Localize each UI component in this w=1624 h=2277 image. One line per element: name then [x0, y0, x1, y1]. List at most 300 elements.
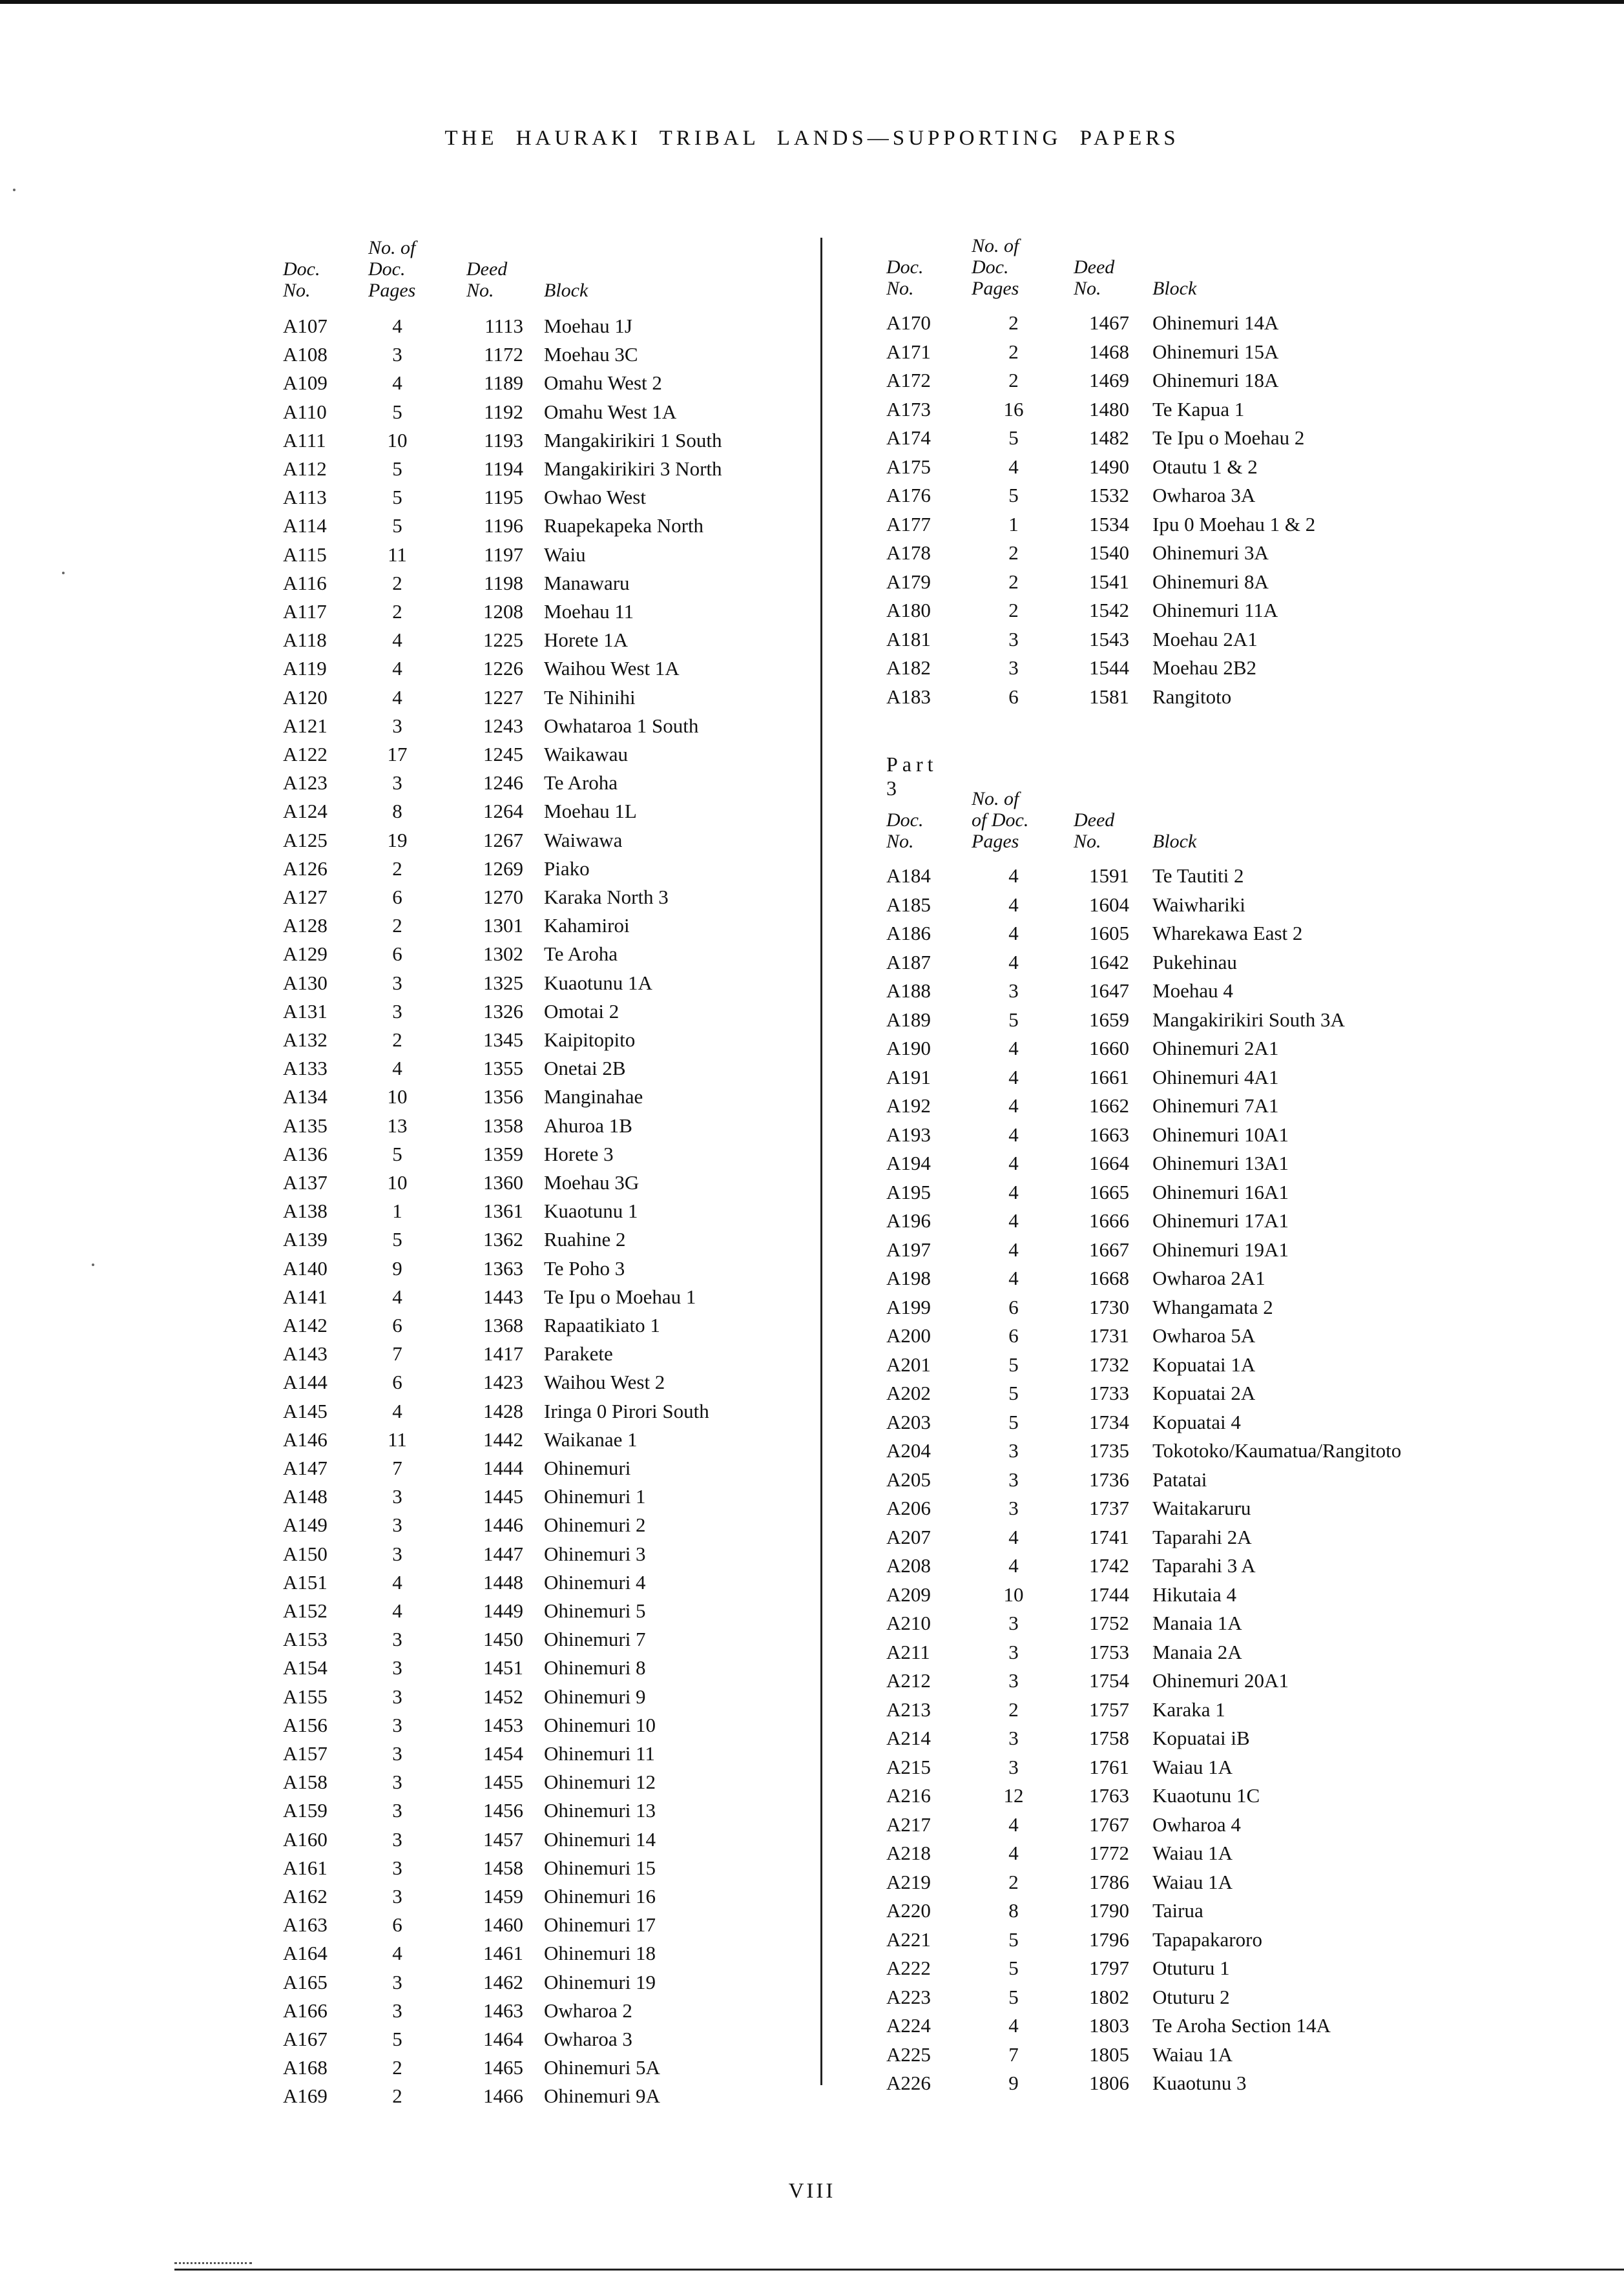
deed-number: 1359	[483, 1142, 523, 1165]
block-name: Ohinemuri 13	[544, 1799, 656, 1822]
deed-number: 1490	[1089, 455, 1129, 478]
page-count: 5	[1008, 1928, 1019, 1951]
block-name: Ohinemuri 11	[544, 1742, 655, 1765]
deed-number: 1423	[483, 1371, 523, 1394]
table-row	[283, 1683, 864, 1711]
block-name: Karaka North 3	[544, 886, 669, 908]
page-count: 3	[392, 1656, 402, 1679]
page-count: 4	[392, 1570, 402, 1594]
page-count: 3	[392, 1742, 402, 1765]
page-count: 4	[392, 1942, 402, 1965]
block-name: Waikanae 1	[544, 1428, 638, 1451]
page-count: 5	[1008, 1410, 1019, 1433]
deed-number: 1467	[1089, 311, 1129, 334]
page-count: 3	[392, 1970, 402, 1993]
table-row	[283, 1254, 864, 1283]
deed-number: 1462	[483, 1970, 523, 1993]
block-name: Patatai	[1152, 1468, 1207, 1491]
doc-number: A183	[886, 685, 931, 708]
block-name: Moehau 1L	[544, 800, 637, 823]
deed-number: 1198	[484, 571, 523, 594]
page-count: 3	[392, 1885, 402, 1908]
block-name: Pukehinau	[1152, 950, 1237, 973]
block-name: Ohinemuri 2A1	[1152, 1037, 1279, 1059]
doc-number: A153	[283, 1628, 328, 1651]
table-row	[886, 1926, 1468, 1954]
block-name: Owharoa 2A1	[1152, 1267, 1265, 1289]
table-row	[886, 1379, 1468, 1408]
doc-number: A152	[283, 1599, 328, 1622]
table-row	[886, 1724, 1468, 1752]
block-name: Mangakirikiri 1 South	[544, 428, 722, 452]
deed-number: 1465	[483, 2056, 523, 2079]
block-name: Moehau 3G	[544, 1171, 640, 1194]
doc-number: A179	[886, 570, 931, 593]
table-row	[886, 977, 1468, 1005]
table-row	[886, 891, 1468, 919]
deed-number: 1326	[483, 999, 523, 1023]
block-name: Ohinemuri 12	[544, 1771, 656, 1794]
doc-number: A198	[886, 1267, 931, 1289]
column-header-doc-no: Doc. No.	[886, 256, 924, 299]
deed-number: 1360	[483, 1171, 523, 1194]
doc-number: A132	[283, 1028, 328, 1051]
block-name: Waihou West 2	[544, 1371, 665, 1394]
doc-number: A181	[886, 627, 931, 650]
page-count: 3	[1008, 1468, 1019, 1491]
table-row	[886, 1264, 1468, 1293]
deed-number: 1663	[1089, 1123, 1129, 1146]
block-name: Waiau 1A	[1152, 2043, 1233, 2066]
deed-number: 1796	[1089, 1928, 1129, 1951]
block-name: Ohinemuri 13A1	[1152, 1152, 1289, 1174]
page-count: 6	[392, 1913, 402, 1937]
table-row	[283, 1368, 864, 1397]
doc-number: A142	[283, 1314, 328, 1336]
doc-number: A164	[283, 1942, 328, 1965]
deed-number: 1445	[483, 1485, 523, 1508]
table-row	[283, 1625, 864, 1654]
deed-number: 1455	[483, 1771, 523, 1794]
doc-number: A139	[283, 1228, 328, 1251]
deed-number: 1668	[1089, 1267, 1129, 1289]
block-name: Waiau 1A	[1152, 1870, 1233, 1893]
page-count: 3	[392, 1771, 402, 1794]
block-name: Ohinemuri 5	[544, 1599, 646, 1622]
deed-number: 1195	[484, 486, 523, 509]
table-row	[283, 883, 864, 911]
table-row	[886, 1552, 1468, 1580]
page-count: 7	[392, 1342, 402, 1366]
doc-number: A148	[283, 1485, 328, 1508]
page-count: 5	[392, 457, 402, 480]
doc-number: A154	[283, 1656, 328, 1679]
table-row	[886, 625, 1468, 654]
deed-number: 1767	[1089, 1813, 1129, 1836]
page-count: 12	[1003, 1784, 1024, 1807]
doc-number: A109	[283, 371, 328, 395]
deed-number: 1355	[483, 1057, 523, 1080]
doc-number: A150	[283, 1542, 328, 1565]
doc-number: A147	[283, 1457, 328, 1479]
doc-number: A107	[283, 315, 328, 337]
doc-number: A180	[886, 599, 931, 621]
doc-number: A177	[886, 512, 931, 535]
table-row	[283, 2053, 864, 2082]
doc-number: A108	[283, 343, 328, 366]
block-name: Te Ipu o Moehau 2	[1152, 426, 1305, 449]
deed-number: 1469	[1089, 369, 1129, 391]
doc-number: A190	[886, 1037, 931, 1059]
block-name: Moehau 3C	[544, 343, 638, 366]
table-row	[283, 654, 864, 683]
deed-number: 1113	[484, 315, 523, 337]
doc-number: A202	[886, 1382, 931, 1404]
block-name: Mangakirikiri 3 North	[544, 457, 722, 480]
deed-number: 1362	[483, 1228, 523, 1251]
page-count: 4	[392, 629, 402, 652]
table-row	[886, 1351, 1468, 1379]
block-name: Ruahine 2	[544, 1228, 626, 1251]
doc-number: A174	[886, 426, 931, 449]
doc-number: A162	[283, 1885, 328, 1908]
page-count: 4	[392, 657, 402, 680]
deed-number: 1604	[1089, 893, 1129, 916]
table-row	[283, 1026, 864, 1054]
deed-number: 1772	[1089, 1842, 1129, 1864]
doc-number: A126	[283, 857, 328, 880]
table-row	[886, 1121, 1468, 1149]
table-row	[283, 569, 864, 598]
table-row	[283, 1225, 864, 1254]
doc-number: A215	[886, 1755, 931, 1778]
block-name: Whangamata 2	[1152, 1295, 1273, 1318]
doc-number: A173	[886, 397, 931, 421]
page-count: 3	[392, 343, 402, 366]
table-row	[283, 1169, 864, 1197]
block-name: Ohinemuri 4	[544, 1570, 646, 1594]
deed-number: 1345	[483, 1028, 523, 1051]
page-count: 3	[392, 1827, 402, 1851]
table-row	[283, 1882, 864, 1911]
doc-number: A197	[886, 1238, 931, 1261]
table-row	[283, 1140, 864, 1169]
doc-number: A178	[886, 541, 931, 564]
page-count: 4	[392, 1285, 402, 1308]
page-count: 5	[1008, 1985, 1019, 2008]
doc-number: A123	[283, 771, 328, 795]
page-count: 3	[392, 1856, 402, 1879]
block-name: Ohinemuri 7A1	[1152, 1094, 1279, 1117]
page-count: 6	[392, 1314, 402, 1336]
block-name: Ohinemuri 14	[544, 1827, 656, 1851]
table-row	[886, 1983, 1468, 2012]
block-name: Ahuroa 1B	[544, 1114, 632, 1137]
deed-number: 1534	[1089, 512, 1129, 535]
doc-number: A119	[283, 657, 327, 680]
page-count: 3	[392, 1685, 402, 1708]
deed-number: 1245	[483, 743, 523, 765]
doc-number: A112	[283, 457, 327, 480]
deed-number: 1442	[483, 1428, 523, 1451]
doc-number: A113	[283, 486, 327, 509]
column-header-block: Block	[1152, 278, 1197, 299]
block-name: Owharoa 4	[1152, 1813, 1241, 1836]
page-count: 2	[1008, 599, 1019, 621]
doc-number: A171	[886, 340, 931, 363]
column-header-deed-no: Deed No.	[466, 258, 508, 301]
block-name: Waiu	[544, 543, 586, 566]
block-name: Ohinemuri 11A	[1152, 599, 1278, 621]
table-row	[283, 1654, 864, 1682]
page-count: 3	[392, 771, 402, 795]
page-count: 3	[1008, 1727, 1019, 1749]
deed-number: 1591	[1089, 864, 1129, 887]
page-count: 5	[392, 1142, 402, 1165]
deed-number: 1532	[1089, 484, 1129, 506]
table-row	[886, 1437, 1468, 1465]
block-name: Ohinemuri 18A	[1152, 369, 1279, 391]
block-name: Hikutaia 4	[1152, 1583, 1236, 1606]
block-name: Ohinemuri 8	[544, 1656, 646, 1679]
deed-number: 1661	[1089, 1065, 1129, 1088]
column-header-deed-no: Deed No.	[1074, 256, 1115, 299]
table-row	[283, 1511, 864, 1539]
doc-number: A206	[886, 1497, 931, 1519]
deed-number: 1665	[1089, 1180, 1129, 1203]
doc-number: A163	[283, 1913, 328, 1937]
page-count: 5	[392, 2028, 402, 2050]
deed-number: 1417	[483, 1342, 523, 1366]
doc-number: A205	[886, 1468, 931, 1491]
page-count: 11	[388, 543, 407, 566]
doc-number: A136	[283, 1142, 328, 1165]
page-count: 3	[392, 1713, 402, 1736]
table-row	[283, 2082, 864, 2110]
block-name: Wharekawa East 2	[1152, 922, 1303, 944]
page-count: 9	[392, 1256, 402, 1280]
doc-number: A193	[886, 1123, 931, 1146]
page-count: 2	[1008, 541, 1019, 564]
doc-number: A131	[283, 999, 328, 1023]
block-name: Owharoa 5A	[1152, 1324, 1256, 1347]
table-row	[886, 596, 1468, 625]
block-name: Otautu 1 & 2	[1152, 455, 1258, 478]
deed-number: 1225	[483, 629, 523, 652]
deed-number: 1733	[1089, 1382, 1129, 1404]
doc-number: A127	[283, 886, 328, 908]
doc-number: A122	[283, 743, 328, 765]
deed-number: 1361	[483, 1200, 523, 1223]
deed-number: 1730	[1089, 1295, 1129, 1318]
table-row	[886, 424, 1468, 452]
table-row	[886, 1954, 1468, 1982]
deed-number: 1270	[483, 886, 523, 908]
doc-number: A115	[283, 543, 327, 566]
block-name: Ohinemuri 7	[544, 1628, 646, 1651]
block-name: Ohinemuri 16	[544, 1885, 656, 1908]
page-count: 4	[1008, 455, 1019, 478]
page-count: 4	[1008, 893, 1019, 916]
block-name: Moehau 2B2	[1152, 656, 1257, 679]
deed-number: 1451	[483, 1656, 523, 1679]
deed-number: 1806	[1089, 2072, 1129, 2094]
deed-number: 1463	[483, 1999, 523, 2022]
page-count: 3	[392, 1999, 402, 2022]
table-row	[283, 1568, 864, 1597]
deed-number: 1742	[1089, 1554, 1129, 1577]
deed-number: 1581	[1089, 685, 1129, 708]
doc-number: A196	[886, 1209, 931, 1232]
table-row	[886, 481, 1468, 510]
block-name: Taparahi 3 A	[1152, 1554, 1256, 1577]
block-name: Omotai 2	[544, 999, 619, 1023]
deed-number: 1666	[1089, 1209, 1129, 1232]
doc-number: A212	[886, 1669, 931, 1692]
block-name: Ohinemuri 9	[544, 1685, 646, 1708]
page-count: 5	[1008, 484, 1019, 506]
page-count: 2	[392, 571, 402, 594]
top-rule	[0, 0, 1624, 4]
table-row	[283, 1112, 864, 1140]
block-name: Moehau 2A1	[1152, 627, 1258, 650]
deed-number: 1732	[1089, 1353, 1129, 1376]
deed-number: 1662	[1089, 1094, 1129, 1117]
column-header-doc-pages: No. of Doc. Pages	[972, 235, 1019, 299]
page-count: 5	[392, 486, 402, 509]
doc-number: A146	[283, 1428, 328, 1451]
table-row	[283, 1311, 864, 1340]
doc-number: A145	[283, 1399, 328, 1422]
table-row	[283, 1740, 864, 1768]
doc-number: A201	[886, 1353, 931, 1376]
doc-number: A130	[283, 971, 328, 994]
block-name: Ipu 0 Moehau 1 & 2	[1152, 512, 1316, 535]
page-count: 3	[392, 1799, 402, 1822]
doc-number: A204	[886, 1439, 931, 1462]
table-row	[283, 483, 864, 512]
doc-number: A137	[283, 1171, 328, 1194]
deed-number: 1193	[484, 428, 523, 452]
table-row	[283, 512, 864, 540]
deed-number: 1544	[1089, 656, 1129, 679]
table-row	[886, 1609, 1468, 1638]
table-row	[886, 1753, 1468, 1782]
page-count: 3	[392, 714, 402, 737]
page-count: 2	[392, 914, 402, 937]
deed-number: 1446	[483, 1513, 523, 1537]
deed-number: 1447	[483, 1542, 523, 1565]
deed-number: 1454	[483, 1742, 523, 1765]
doc-number: A135	[283, 1114, 328, 1137]
page-count: 4	[1008, 1152, 1019, 1174]
block-name: Ohinemuri 20A1	[1152, 1669, 1289, 1692]
table-row	[886, 1293, 1468, 1322]
page-count: 6	[1008, 1295, 1019, 1318]
page-count: 8	[1008, 1899, 1019, 1922]
doc-number: A133	[283, 1057, 328, 1080]
doc-number: A168	[283, 2056, 328, 2079]
doc-number: A194	[886, 1152, 931, 1174]
table-row	[283, 426, 864, 455]
block-name: Waikawau	[544, 743, 629, 765]
deed-number: 1541	[1089, 570, 1129, 593]
page-count: 4	[392, 371, 402, 395]
table-row	[886, 1063, 1468, 1092]
block-name: Waihou West 1A	[544, 657, 680, 680]
table-row	[283, 1340, 864, 1368]
block-name: Ohinemuri 8A	[1152, 570, 1269, 593]
block-name: Taparahi 2A	[1152, 1525, 1252, 1548]
page-count: 9	[1008, 2072, 1019, 2094]
page-count: 17	[387, 743, 408, 765]
doc-number: A211	[886, 1640, 930, 1663]
deed-number: 1744	[1089, 1583, 1129, 1606]
page-count: 6	[392, 942, 402, 966]
doc-number: A111	[283, 428, 326, 452]
page-count: 4	[392, 1599, 402, 1622]
deed-number: 1737	[1089, 1497, 1129, 1519]
page-count: 2	[392, 857, 402, 880]
deed-number: 1647	[1089, 979, 1129, 1002]
page-count: 4	[1008, 1238, 1019, 1261]
deed-number: 1358	[483, 1114, 523, 1137]
table-row	[283, 1796, 864, 1825]
table-row	[886, 1811, 1468, 1839]
page-count: 4	[1008, 1813, 1019, 1836]
block-name: Rangitoto	[1152, 685, 1232, 708]
page-count: 3	[1008, 1755, 1019, 1778]
page-count: 2	[392, 2056, 402, 2079]
table-row	[283, 626, 864, 654]
page-count: 4	[392, 685, 402, 709]
page-count: 3	[1008, 656, 1019, 679]
page-count: 3	[392, 1628, 402, 1651]
doc-number: A117	[283, 600, 327, 623]
table-row	[283, 683, 864, 712]
deed-number: 1453	[483, 1713, 523, 1736]
deed-number: 1466	[483, 2085, 523, 2108]
block-name: Tokotoko/Kaumatua/Rangitoto	[1152, 1439, 1402, 1462]
block-name: Te Kapua 1	[1152, 397, 1245, 421]
doc-number: A225	[886, 2043, 931, 2066]
block-name: Waitakaruru	[1152, 1497, 1251, 1519]
deed-number: 1428	[483, 1399, 523, 1422]
table-row	[886, 1178, 1468, 1207]
doc-number: A222	[886, 1957, 931, 1979]
table-row	[886, 1006, 1468, 1034]
table-row	[283, 1825, 864, 1854]
deed-number: 1757	[1089, 1698, 1129, 1721]
doc-number: A200	[886, 1324, 931, 1347]
part-3-header-block: Block	[1152, 831, 1197, 852]
page-count: 5	[1008, 1382, 1019, 1404]
table-row	[283, 1397, 864, 1426]
page-count: 4	[392, 1399, 402, 1422]
block-name: Ohinemuri 1	[544, 1485, 646, 1508]
page-count: 2	[1008, 340, 1019, 363]
table-row	[283, 369, 864, 397]
block-name: Ohinemuri 15	[544, 1856, 656, 1879]
page-count: 6	[1008, 685, 1019, 708]
table-row	[886, 1466, 1468, 1494]
doc-number: A166	[283, 1999, 328, 2022]
table-row	[283, 1083, 864, 1111]
deed-number: 1368	[483, 1314, 523, 1336]
doc-number: A170	[886, 311, 931, 334]
deed-number: 1752	[1089, 1612, 1129, 1634]
table-row	[886, 654, 1468, 682]
